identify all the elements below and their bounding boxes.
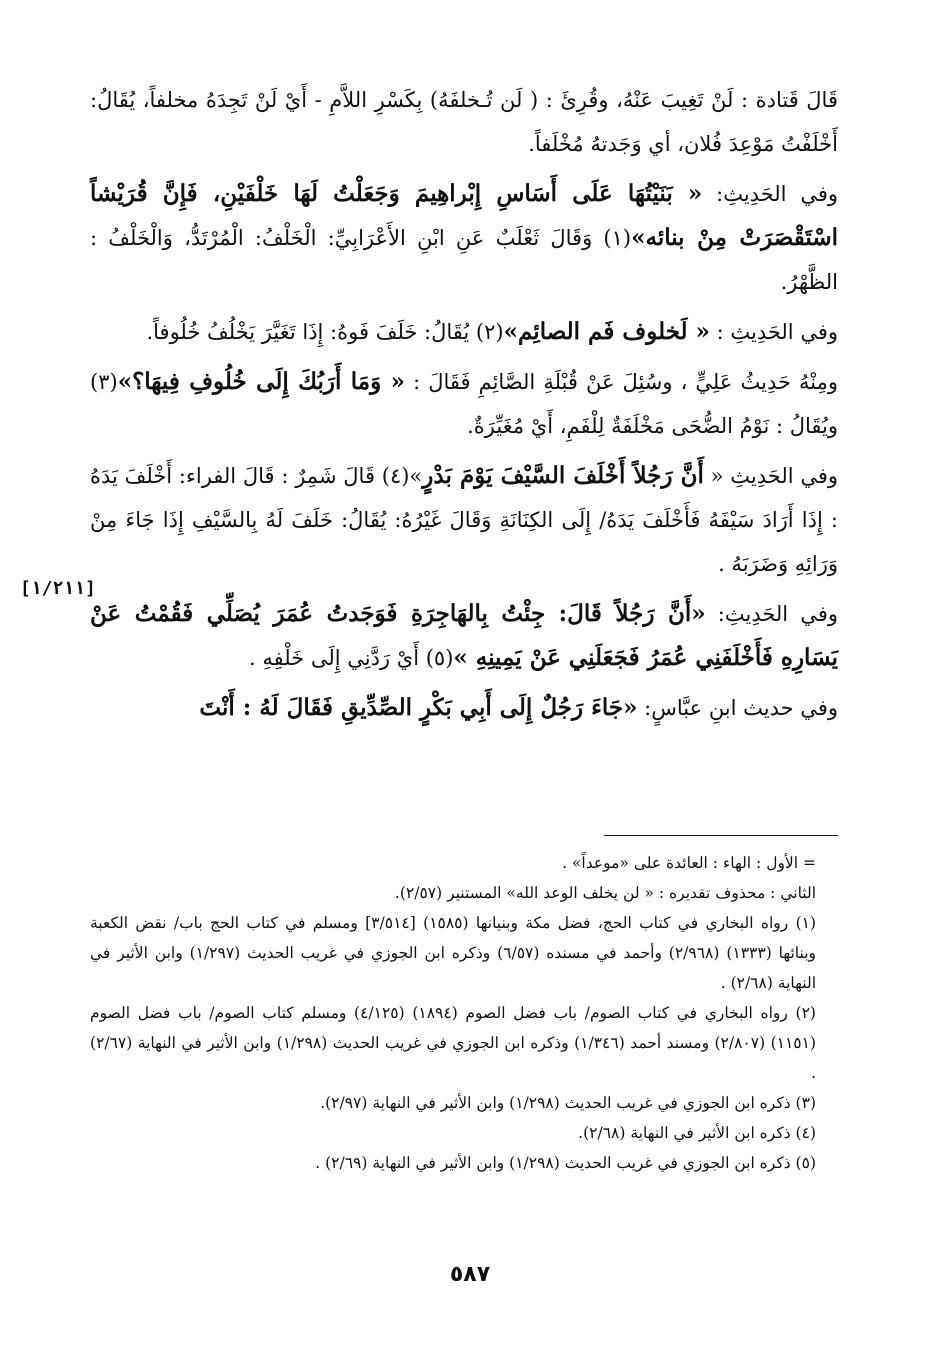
- paragraph-text: وفي الحَدِيثِ:: [705, 602, 838, 626]
- paragraph-text: وفي الحَدِيثِ :: [709, 320, 838, 344]
- footnote: الثاني : محذوف تقديره : « لن يخلف الوعد الله» المستنير (٢/٥٧).: [394, 884, 816, 902]
- hadith-quote: « وَمَا أَرَبُكَ إِلَى خُلُوفِ فِيهَا؟»: [117, 368, 406, 395]
- paragraph-text: (٣) ويُقَالُ : نَوْمُ الضُّحَى مَخْلَفَةٌ لِلْفَمِ، أَيْ مُغَيِّرَةٌ.: [90, 370, 838, 438]
- main-text: [90, 78, 838, 736]
- footnote: (٤) ذكره ابن الأثير في النهاية (٢/٦٨).: [578, 1124, 816, 1142]
- margin-reference: [١/٢١١]: [20, 578, 96, 599]
- footnote: (١) رواه البخاري في كتاب الحج، فضل مكة وبنيانها (١٥٨٥) [٣/٥١٤] ومسلم في كتاب الحج باب/ نقض الكعبة وبنائها (١٣٣٣) (٢/٩٦٨) وأحمد في مسنده (٦/٥٧) وذكره ابن الجوزي في غريب الحديث (١/٢٩٧) وابن الأثير في النهاية (٢/٦٨) .: [90, 914, 817, 992]
- paragraph-text: وفي الحَدِيثِ «: [703, 464, 839, 488]
- paragraph-text: وفي حديث ابنِ عبَّاسٍ:: [637, 696, 838, 720]
- footnotes: [90, 848, 838, 1178]
- footnote: (٢) رواه البخاري في كتاب الصوم/ باب فضل الصوم (١٨٩٤) (٤/١٢٥) ومسلم كتاب الصوم/ باب فضل الصوم (١١٥١) (٢/٨٠٧) ومسند أحمد (١/٣٤٦) وذكره ابن الجوزي في غريب الحديث (١/٢٩٨) وابن الأثير في النهاية (٢/٦٧) .: [90, 1004, 816, 1082]
- paragraph-text: »(٤) قَالَ شَمِرٌ : قَالَ الفراء: أَخْلَفَ يَدَهُ : إِذَا أَرَادَ سَيْفَهُ فَأَخْلَفَ يَدَهُ/ إِلَى الكِنَانَةِ وَقَالَ غَيْرُهُ: يُقَالُ: خَلَفَ لَهُ بِالسَّيْفِ إِذَا جَاءَ مِنْ وَرَائِهِ وَضَرَبَهُ .: [90, 464, 838, 576]
- hadith-quote: «أَنَّ رَجُلاً قَالَ: جِئْتُ بِالهَاجِرَةِ فَوَجَدتُ عُمَرَ يُصَلِّي فَقُمْتُ عَنْ يَسَارِهِ فَأَخْلَفَنِي عُمَرُ فَجَعَلَنِي عَنْ يَمِينِهِ »: [90, 600, 838, 671]
- paragraph-text: وفي الحَدِيثِ:: [702, 182, 839, 206]
- body-paragraph: [90, 592, 838, 680]
- body-paragraph: [90, 360, 838, 448]
- hadith-quote: « بَنَيْتُهَا عَلَى أَسَاسِ إِبْراهِيمَ وَجَعَلْتُ لَهَا خَلْفَيْنِ، فَإِنَّ قُرَيْشاً اسْتَقْصَرَتْ مِنْ بنائه»: [90, 180, 838, 251]
- paragraph-text: (٥) أَيْ رَدَّنِي إِلَى خَلْفِهِ .: [248, 646, 454, 670]
- footnote: (٣) ذكره ابن الجوزي في غريب الحديث (١/٢٩٨) وابن الأثير في النهاية (٢/٩٧).: [320, 1094, 816, 1112]
- body-paragraph: [90, 454, 838, 586]
- page-number: ٥٨٧: [449, 1262, 491, 1287]
- hadith-quote: «جَاءَ رَجُلٌ إِلَى أَبِي بَكْرٍ الصِّدِّيقِ فَقَالَ لَهُ : أَنْتَ: [199, 694, 638, 721]
- body-paragraph: [90, 310, 838, 354]
- paragraph-text: قَالَ قَتادة : لَنْ تَغِيبَ عَنْهُ، وقُرِئَ : ( لَن تُـخلفَهُ) بِكَسْرِ اللاَّمِ - أَيْ لَنْ تَجِدَهُ مخلفاً، يُقَالُ: أَخْلَفْتُ مَوْعِدَ فُلان، أي وَجَدتهُ مُخْلَفاً.: [90, 88, 838, 156]
- paragraph-text: ومِنْهُ حَدِيثُ عَلِيٍّ ، وسُئِلَ عَنْ قُبْلَةِ الصَّائِمِ فَقَالَ :: [405, 370, 838, 394]
- hadith-quote: « لَخلوف فَم الصائِم»: [503, 318, 710, 345]
- body-paragraph: [90, 78, 838, 166]
- hadith-quote: أَنَّ رَجُلاً أَخْلَفَ السَّيْفَ يَوْمَ بَدْرٍ: [422, 462, 704, 489]
- footnote: = الأول : الهاء : العائدة على «موعداً» .: [562, 854, 816, 872]
- body-paragraph: [90, 172, 838, 304]
- footnote: (٥) ذكره ابن الجوزي في غريب الحديث (١/٢٩٨) وابن الأثير في النهاية (٢/٦٩) .: [315, 1154, 816, 1172]
- paragraph-text: (١) وَقَالَ ثَعْلَبٌ عَنِ ابْنِ الأَعْرَابِيِّ: الْخَلْفُ: الْمُرْتَدُّ، وَالْخَلْفُ : الظَّهْرُ.: [90, 226, 838, 294]
- body-paragraph: [90, 686, 838, 730]
- paragraph-text: (٢) يُقَالُ: خَلَفَ فَوهُ: إِذَا تَغَيَّرَ يَخْلُفُ خُلُوفاً.: [146, 320, 504, 344]
- footnote-divider: [604, 835, 838, 836]
